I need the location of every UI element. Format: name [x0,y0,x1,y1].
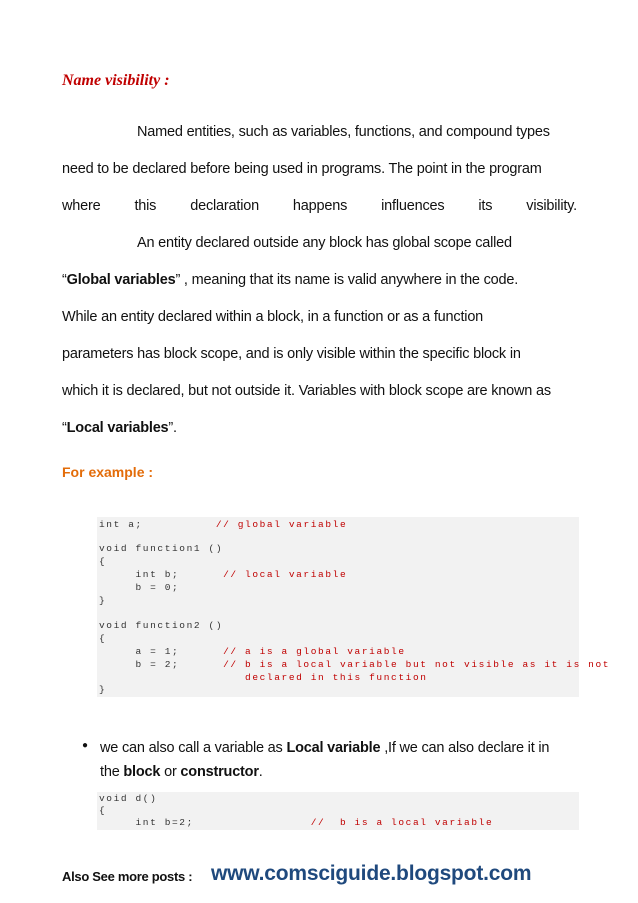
code-line: } [99,684,107,695]
text-fragment: . [258,764,263,780]
text-line: An entity declared outside any block has global scope called [137,235,512,251]
local-variables-term: Local variables [66,420,169,436]
code-block-scope [97,517,611,697]
code-comment: // b is a local variable but not visible as it is not [223,659,611,670]
line-rest: ” , meaning that its name is valid anywhere in the code. [175,272,519,288]
code-line [99,519,347,531]
code-line [99,659,610,671]
code-line: } [99,595,107,606]
code-text: int b; [99,569,224,580]
blog-link[interactable]: www.comsciguide.blogspot.com [211,862,532,885]
code-comment: // a is a global variable [223,646,406,657]
code-comment: // global variable [215,519,348,530]
code-line [99,817,493,829]
bullet-dot: ● [82,740,89,751]
footer-label: Also See more posts : [62,869,193,884]
text-line: which it is declared, but not outside it. Variables with block scope are known as [62,383,551,399]
block-term: block [123,764,161,780]
text-fragment: the [100,764,124,780]
text-line: While an entity declared within a block, in a function or as a function [62,309,484,325]
code-text: b = 2; [99,659,224,670]
constructor-term: constructor [180,764,259,780]
text-line: need to be declared before being used in programs. The point in the program [62,161,542,177]
open-quote: “ [62,272,67,288]
code-line [99,569,347,581]
code-line: void function2 () [99,620,224,631]
text-line [62,272,577,288]
code-line: void function1 () [99,543,224,554]
code-line [99,646,406,658]
code-line: b = 0; [99,582,180,593]
text-line: Named entities, such as variables, functions, and compound types [137,124,550,140]
open-quote: “ [62,420,67,436]
code-text: int b=2; [99,817,311,828]
line-rest: ”. [168,420,177,436]
global-variables-term: Global variables [66,272,176,288]
text-line: where this declaration happens influences its visibility. [62,198,577,214]
text-line [100,740,578,756]
code-line: { [99,805,107,816]
code-line: { [99,633,107,644]
text-fragment: we can also call a variable as [100,740,287,756]
code-comment: // b is a local variable [310,817,494,828]
text-line: parameters has block scope, and is only visible within the specific block in [62,346,521,362]
code-text: int a; [99,519,216,530]
code-comment: // local variable [223,569,348,580]
code-comment: declared in this function [99,672,428,683]
local-variable-term: Local variable [286,740,381,756]
text-fragment: ,If we can also declare it in [380,740,550,756]
section-heading: Name visibility : [62,72,170,89]
text-fragment: or [160,764,181,780]
example-label: For example : [62,464,154,480]
code-line: void d() [99,793,158,804]
text-line [62,420,577,436]
text-line [100,764,578,780]
code-block-constructor [97,792,579,830]
code-text: a = 1; [99,646,224,657]
code-line: { [99,556,107,567]
